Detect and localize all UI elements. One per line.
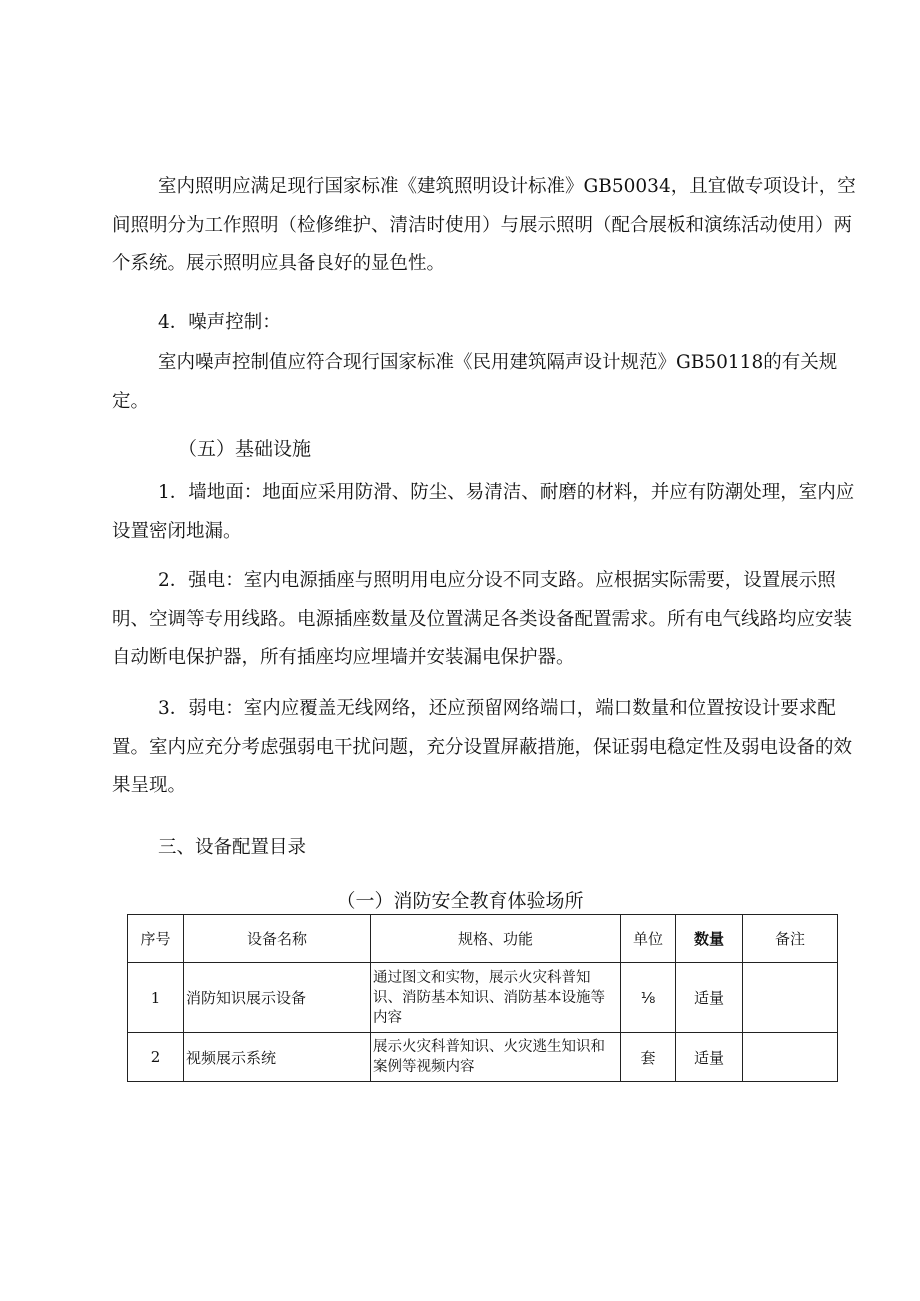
cell-unit: ⅛ [621, 963, 676, 1033]
paragraph-strong-electric: 2．强电：室内电源插座与照明用电应分设不同支路。应根据实际需要，设置展示照明、空调等专用线路。电源插座数量及位置满足各类设备配置需求。所有电气线路均应安装自动断电保护器，所有插座均应埋墙并安装漏电保护器。 [112, 570, 853, 668]
table-title: （一）消防安全教育体验场所 [336, 890, 584, 912]
cell-seq: 1 [128, 963, 184, 1033]
table-row [128, 1033, 838, 1082]
cell-note [743, 1033, 838, 1082]
cell-name: 消防知识展示设备 [184, 963, 371, 1033]
cell-seq: 2 [128, 1033, 184, 1082]
cell-qty: 适量 [676, 1033, 743, 1082]
cell-qty: 适量 [676, 963, 743, 1033]
equipment-table [127, 914, 838, 1082]
paragraph-wall-floor: 1．墙地面：地面应采用防滑、防尘、易清洁、耐磨的材料，并应有防潮处理，室内应设置密闭地漏。 [112, 482, 855, 542]
section-heading-infrastructure: （五）基础设施 [178, 438, 312, 460]
paragraph-lighting: 室内照明应满足现行国家标准《建筑照明设计标准》GB50034，且宜做专项设计，空间照明分为工作照明（检修维护、清洁时使用）与展示照明（配合展板和演练活动使用）两个系统。展示照明应具备良好的显色性。 [112, 176, 856, 274]
header-spec: 规格、功能 [371, 915, 621, 963]
cell-spec: 展示火灾科普知识、火灾逃生知识和案例等视频内容 [371, 1033, 621, 1082]
table-row [128, 963, 838, 1033]
paragraph-noise: 室内噪声控制值应符合现行国家标准《民用建筑隔声设计规范》GB50118的有关规定。 [112, 352, 838, 412]
header-qty: 数量 [676, 915, 743, 963]
header-note: 备注 [743, 915, 838, 963]
header-unit: 单位 [621, 915, 676, 963]
header-name: 设备名称 [184, 915, 371, 963]
cell-note [743, 963, 838, 1033]
cell-spec: 通过图文和实物，展示火灾科普知识、消防基本知识、消防基本设施等内容 [371, 963, 621, 1033]
table-header-row [128, 915, 838, 963]
paragraph-weak-electric: 3．弱电：室内应覆盖无线网络，还应预留网络端口，端口数量和位置按设计要求配置。室内应充分考虑强弱电干扰问题，充分设置屏蔽措施，保证弱电稳定性及弱电设备的效果呈现。 [112, 698, 853, 796]
header-seq: 序号 [128, 915, 184, 963]
cell-name: 视频展示系统 [184, 1033, 371, 1082]
heading-noise-control: 4．噪声控制： [158, 312, 281, 333]
section-heading-equipment-catalog: 三、设备配置目录 [158, 837, 307, 858]
cell-unit: 套 [621, 1033, 676, 1082]
